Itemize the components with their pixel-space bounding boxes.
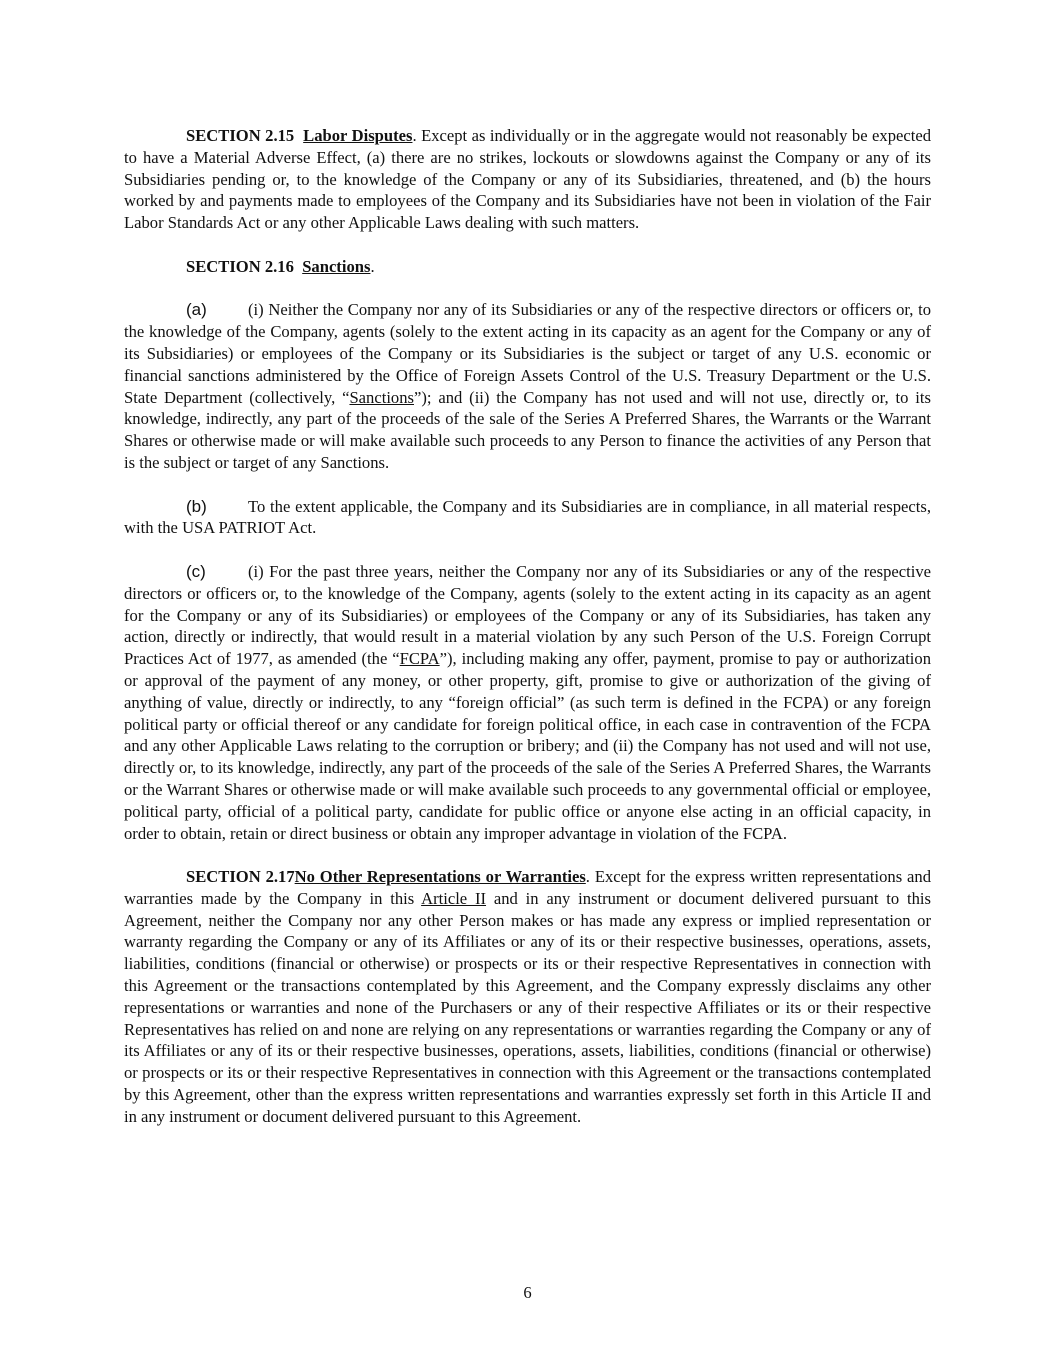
page-number: 6 [523, 1283, 532, 1302]
section-number: SECTION 2.15 [186, 126, 295, 145]
section-title: Sanctions [302, 256, 371, 276]
clause-marker: (a) [186, 300, 207, 320]
period: . [370, 256, 375, 276]
clause-text: (i) For the past three years, neither the Company nor any of its Subsidiaries or any of the respective directors or officers or, to the knowledge of the Company, agents (solely to the extent acting in its capacity as an agent for the Company or any of its Subsidiaries) or employees of the Company or any of its Subsidiaries, has taken any action, directly or indirectly, that would result in a material violation by any such Person of the U.S. Foreign Corrupt Practices Act of 1977, as amended (the “ [124, 561, 931, 669]
section-text: . Except for the express written representations and warranties made by the Company in this [124, 867, 931, 908]
clause-b [124, 496, 931, 540]
article-reference: Article II [421, 888, 487, 908]
defined-term: Sanctions [349, 387, 414, 407]
clause-text: ”); and (ii) the Company has not used and will not use, directly or, to its knowledge, indirectly, any part of the proceeds of the sale of the Series A Preferred Shares, the Warrants or the Warrant Shares or otherwise made or will make available such proceeds to any Person to finance the activities of any Person that is the subject or target of any Sanctions. [124, 387, 931, 472]
clause-a [124, 299, 931, 473]
clause-text: To the extent applicable, the Company and its Subsidiaries are in compliance, in all material respects, with the USA PATRIOT Act. [124, 496, 931, 538]
section-number: SECTION 2.17 [186, 867, 295, 887]
section-2-17 [124, 866, 931, 1128]
section-title: Labor Disputes [303, 126, 413, 145]
section-text: . Except as individually or in the aggregate would not reasonably be expected to have a Material Adverse Effect, (a) there are no strikes, lockouts or slowdowns against the Company or any of its Subsidiaries pending or, to the knowledge of the Company or any of its Subsidiaries, threatened, and (b) the hours worked by and payments made to employees of the Company and its Subsidiaries have not been in violation of the Fair Labor Standards Act or any other Applicable Laws dealing with such matters. [124, 126, 932, 233]
clause-c [124, 561, 931, 844]
section-number: SECTION 2.16 [186, 256, 294, 276]
section-title: No Other Representations or Warranties [294, 867, 586, 887]
section-text: and in any instrument or document delivered pursuant to this Agreement, neither the Company nor any other Person makes or has made any express or implied representation or warranty regarding the Company or any of its Affiliates or any of its or their respective businesses, operations, assets, liabilities, conditions (financial or otherwise) or prospects or its or their respective Representatives in connection with this Agreement or the transactions contemplated by this Agreement, and the Company expressly disclaims any other representations or warranties and none of the Purchasers or any of their respective Affiliates or its or their respective Representatives has relied on and none are relying on any representations or warranties regarding the Company or any of its Affiliates or any of its or their respective businesses, operations, assets, liabilities, conditions (financial or otherwise) or prospects or its or their respective Representatives in connection with this Agreement or the transactions contemplated by this Agreement, other than the express written representations and warranties expressly set forth in this Article II and in any instrument or document delivered pursuant to this Agreement. [124, 888, 931, 1126]
clause-marker: (b) [186, 496, 207, 516]
defined-term: FCPA [399, 649, 440, 669]
section-2-15 [124, 125, 931, 234]
clause-text: (i) Neither the Company nor any of its Subsidiaries or any of the respective directors or officers or, to the knowledge of the Company, agents (solely to the extent acting in its capacity as an agent for the Company or any of its Subsidiaries) or employees of the Company or its Subsidiaries is the subject or target of any U.S. economic or financial sanctions administered by the Office of Foreign Assets Control of the U.S. Treasury Department or the U.S. State Department (collectively, “ [124, 300, 931, 407]
section-2-16-heading [124, 256, 931, 278]
clause-marker: (c) [186, 561, 206, 581]
document-page [124, 125, 931, 1149]
clause-text: ”), including making any offer, payment, promise to pay or authorization or approval of the payment of any money, or other property, gift, promise to give or authorization of the giving of anything of value, directly or indirectly, to any “foreign official” (as such term is defined in the FCPA) or any foreign political party or official thereof or any candidate for foreign political office, in each case in contravention of the FCPA and any other Applicable Laws relating to the corruption or bribery; and (ii) the Company has not used and will not use, directly or, to its knowledge, indirectly, any part of the proceeds of the sale of the Series A Preferred Shares, the Warrants or the Warrant Shares or otherwise made or will make available such proceeds to any governmental official or employee, political party, official of a political party, candidate for public office or anyone else acting in an official capacity, in order to obtain, retain or direct business or obtain any improper advantage in violation of the FCPA. [124, 649, 932, 843]
